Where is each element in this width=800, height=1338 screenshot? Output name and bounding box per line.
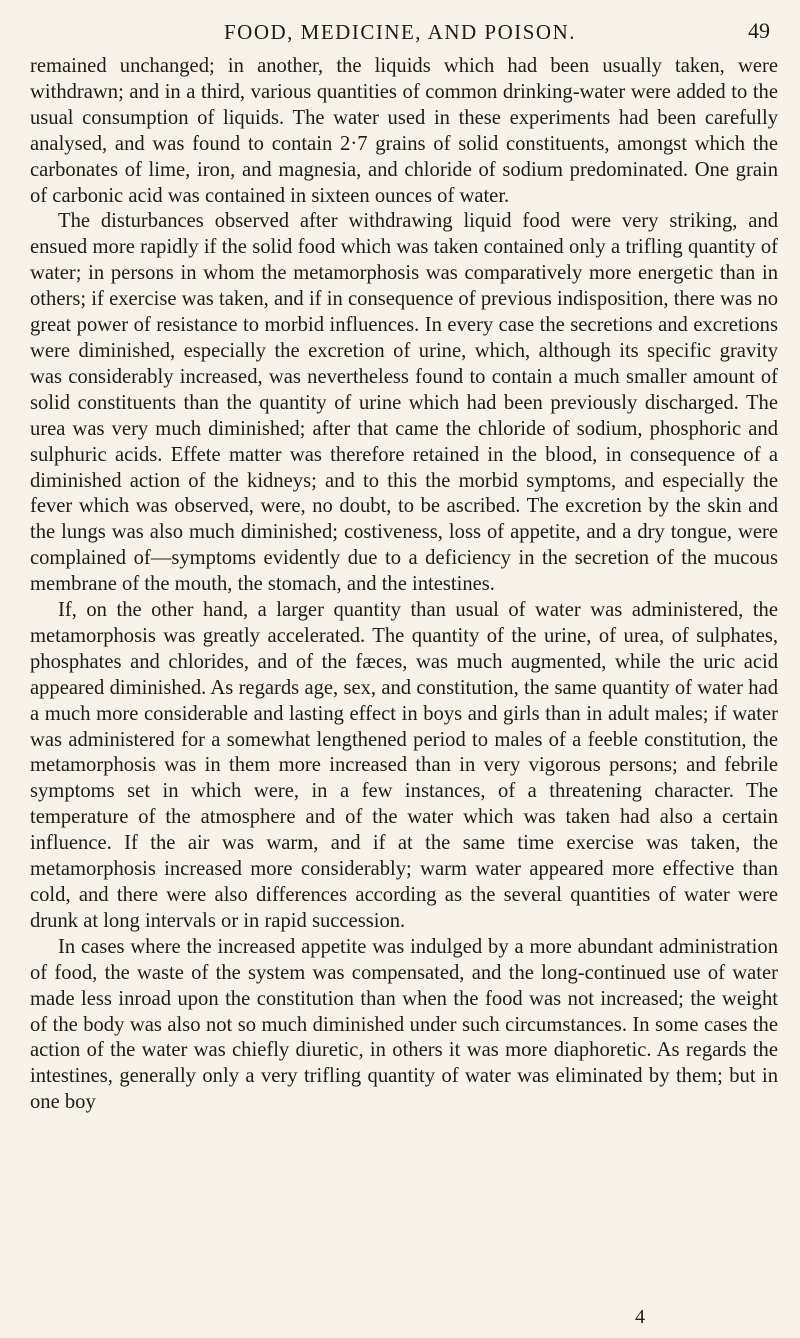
paragraph: In cases where the increased appetite was indulged by a more abundant administration of food, the waste of the system was compensated, and the long-continued use of water made less inroad upon the constitution than when the food was not increased; the weight of the body was also not so much diminished under such circumstances. In some cases the action of the water was chiefly diuretic, in others it was more diaphoretic. As regards the intestines, generally only a very trifling quantity of water was eliminated by them; but in one boy (30, 935, 778, 1114)
page-header (0, 14, 800, 48)
body-text (30, 54, 778, 1116)
running-title: FOOD, MEDICINE, AND POISON. (223, 20, 576, 44)
paragraph: If, on the other hand, a larger quantity than usual of water was administered, the metamorphosis was greatly accelerated. The quantity of the urine, of urea, of sulphates, phosphates and chlorides, and of the fæces, was much augmented, while the uric acid appeared diminished. As regards age, sex, and constitution, the same quantity of water had a much more considerable and lasting effect in boys and girls than in adult males; if water was administered for a somewhat lengthened period to males of a feeble constitution, the metamorphosis was in them more increased than in very vigorous persons; and febrile symptoms set in which were, in a few instances, of a threatening character. The temperature of the atmosphere and of the water which was taken had also a certain influence. If the air was warm, and if at the same time exercise was taken, the metamorphosis increased more considerably; warm water appeared more effective than cold, and there were also differences according as the several quantities of water were drunk at long intervals or in rapid succession. (30, 599, 778, 932)
page-number: 49 (748, 18, 770, 43)
signature-mark: 4 (635, 1306, 645, 1328)
paragraph-continued: remained unchanged; in another, the liquids which had been usually taken, were withdrawn; and in a third, various quantities of common drinking-water were added to the usual consumption of liquids. The water used in these experiments had been carefully analysed, and was found to contain 2·7 grains of solid constituents, amongst which the carbonates of lime, iron, and magnesia, and chloride of sodium predominated. One grain of carbonic acid was contained in sixteen ounces of water. (30, 55, 778, 207)
paragraph: The disturbances observed after withdrawing liquid food were very striking, and ensued more rapidly if the solid food which was taken contained only a trifling quantity of water; in persons in whom the metamorphosis was comparatively more energetic than in others; if exercise was taken, and if in consequence of previous indisposition, there was no great power of resistance to morbid influences. In every case the secretions and excretions were diminished, especially the excretion of urine, which, although its specific gravity was considerably increased, was nevertheless found to contain a much smaller amount of solid constituents than the quantity of urine which had been previously discharged. The urea was very much diminished; after that came the chloride of sodium, phosphoric and sulphuric acids. Effete matter was therefore retained in the blood, in consequence of a diminished action of the kidneys; and to this the morbid symptoms, and especially the fever which was observed, were, no doubt, to be ascribed. The excretion by the skin and the lungs was also much diminished; costiveness, loss of appetite, and a dry tongue, were complained of—symptoms evidently due to a deficiency in the secretion of the mucous membrane of the mouth, the stomach, and the intestines. (30, 210, 778, 596)
